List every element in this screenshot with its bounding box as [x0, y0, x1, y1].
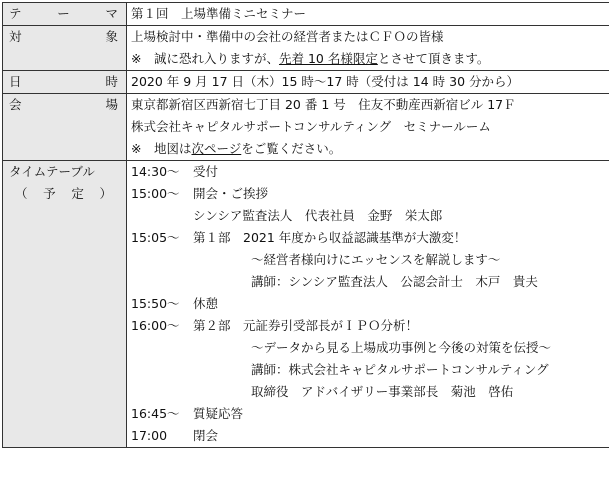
label-theme-char: ー — [57, 6, 70, 21]
timetable-item — [131, 315, 609, 337]
label-theme-char: マ — [105, 6, 118, 21]
label-target-char: 象 — [105, 29, 118, 44]
timetable-text: 第１部 2021 年度から収益認識基準が大激変！ — [193, 230, 467, 245]
value-theme — [127, 3, 609, 26]
next-page-link[interactable]: 次ページ — [191, 141, 242, 156]
row-datetime — [3, 71, 609, 94]
timetable-time: 16:00～ — [131, 318, 180, 333]
timetable-time: 14:30～ — [131, 164, 180, 179]
venue-room: 株式会社キャピタルサポートコンサルティング セミナールーム — [131, 119, 491, 134]
timetable-detail: 講師：株式会社キャピタルサポートコンサルティング — [251, 362, 549, 377]
timetable-detail: 取締役 アドバイザリー事業部長 菊池 啓佑 — [251, 384, 514, 399]
label-target-char: 対 — [9, 29, 22, 44]
label-timetable-char: 定 — [71, 186, 84, 201]
label-datetime — [3, 71, 127, 94]
datetime-text: 2020 年 9 月 17 日（木）15 時～17 時（受付は 14 時 30 分から） — [131, 74, 520, 89]
timetable-text: 休憩 — [193, 296, 219, 311]
timetable-text: 受付 — [193, 164, 219, 179]
venue-address: 東京都新宿区西新宿七丁目 20 番 1 号 住友不動産西新宿ビル 17Ｆ — [131, 97, 516, 112]
label-theme — [3, 3, 127, 26]
timetable-time: 17:00 — [131, 428, 168, 443]
timetable-item — [131, 403, 609, 425]
theme-text: 第１回 上場準備ミニセミナー — [131, 6, 307, 21]
timetable-detail: ～経営者様向けにエッセンスを解説します～ — [251, 252, 501, 267]
timetable-time: 15:00～ — [131, 186, 180, 201]
label-venue-char: 会 — [9, 97, 22, 112]
timetable-detail: ～データから見る上場成功事例と今後の対策を伝授～ — [251, 340, 552, 355]
timetable-text: 閉会 — [193, 428, 219, 443]
row-target — [3, 26, 609, 71]
timetable-item — [131, 425, 609, 447]
value-datetime — [127, 71, 609, 94]
value-target — [127, 26, 609, 71]
label-timetable-char: ） — [99, 186, 112, 201]
venue-note-suffix: をご覧ください。 — [241, 141, 342, 156]
timetable-item — [131, 183, 609, 205]
value-timetable — [127, 161, 609, 448]
timetable-time: 15:50～ — [131, 296, 180, 311]
target-line-2 — [131, 48, 609, 70]
label-timetable-char: （ — [15, 186, 28, 201]
target-line-1: 上場検討中・準備中の会社の経営者またはＣＦＯの皆様 — [131, 29, 444, 44]
row-timetable — [3, 161, 609, 448]
seminar-info-table — [2, 2, 609, 448]
target-note-prefix: ※ 誠に恐れ入りますが、 — [131, 51, 279, 66]
target-limit-emphasis: 先着 10 名様限定 — [278, 51, 378, 66]
label-venue-char: 場 — [105, 97, 118, 112]
timetable-text: 開会・ご挨拶 — [193, 186, 269, 201]
timetable-time: 16:45～ — [131, 406, 180, 421]
label-timetable-char: 予 — [43, 186, 56, 201]
timetable-text: 第２部 元証券引受部長がＩＰＯ分析！ — [193, 318, 419, 333]
label-venue — [3, 94, 127, 161]
timetable-detail: シンシア監査法人 代表社員 金野 栄太郎 — [193, 208, 443, 223]
label-timetable — [3, 161, 127, 448]
timetable-time: 15:05～ — [131, 230, 180, 245]
timetable-item — [131, 227, 609, 249]
value-venue — [127, 94, 609, 161]
label-timetable-line1: タイムテーブル — [9, 164, 95, 179]
timetable-item — [131, 161, 609, 183]
label-datetime-char: 時 — [105, 74, 118, 89]
timetable-text: 質疑応答 — [193, 406, 244, 421]
label-theme-char: テ — [9, 6, 22, 21]
label-datetime-char: 日 — [9, 74, 22, 89]
target-note-suffix: とさせて頂きます。 — [377, 51, 490, 66]
label-target — [3, 26, 127, 71]
venue-map-note — [131, 138, 609, 160]
row-venue — [3, 94, 609, 161]
venue-note-prefix: ※ 地図は — [131, 141, 192, 156]
row-theme — [3, 3, 609, 26]
timetable-detail: 講師：シンシア監査法人 公認会計士 木戸 貴夫 — [251, 274, 538, 289]
timetable-item — [131, 293, 609, 315]
